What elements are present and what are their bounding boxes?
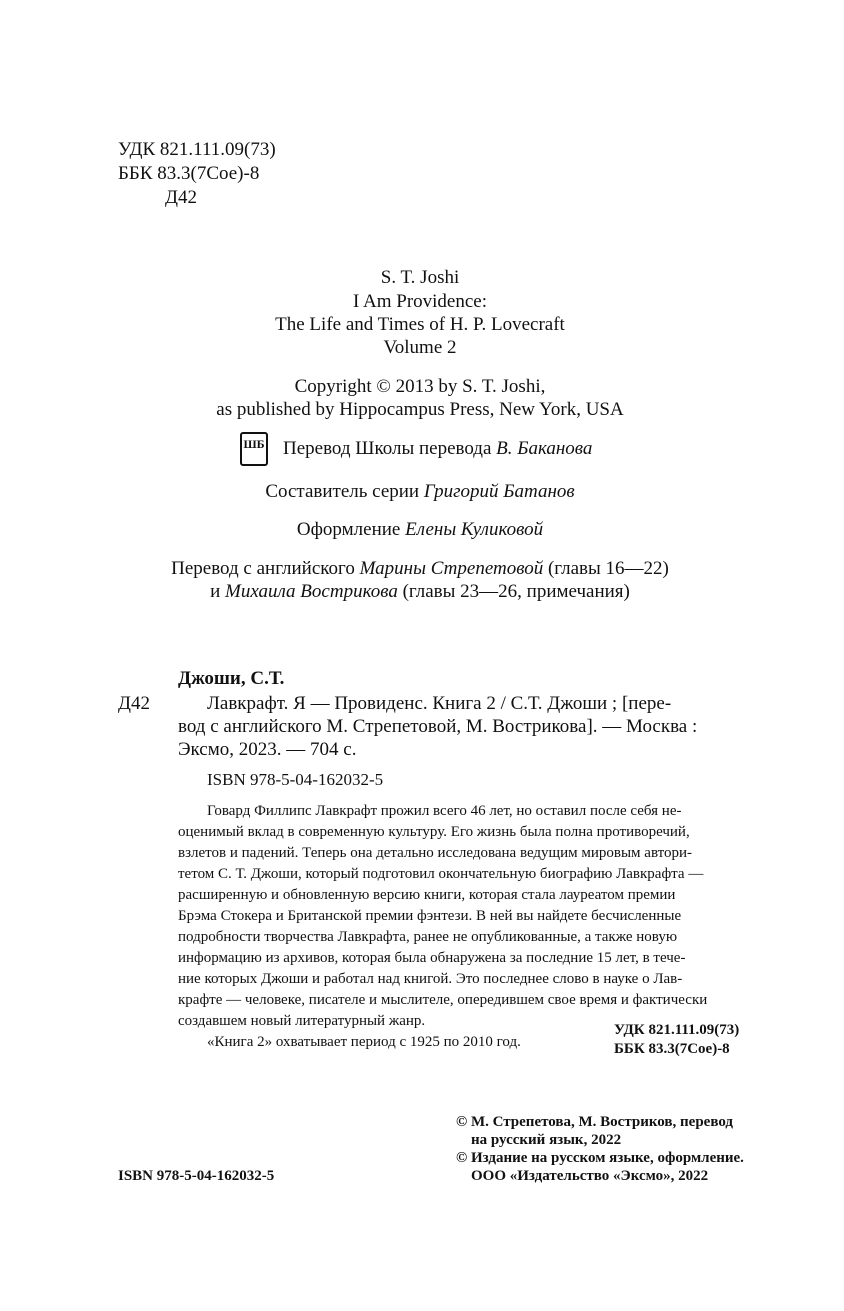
annotation-line: подробности творчества Лавкрафта, ранее не опубликованные, а также новую bbox=[178, 929, 678, 945]
translation-line2 bbox=[60, 580, 780, 604]
catalog-mark: Д42 bbox=[118, 693, 150, 714]
annotation-line: создавшем новый литературный жанр. bbox=[178, 1013, 426, 1029]
footer-copyright1-line2: на русский язык, 2022 bbox=[471, 1132, 622, 1148]
catalog-heading: Джоши, С.Т. bbox=[178, 668, 285, 689]
original-title: I Am Providence: bbox=[352, 291, 488, 312]
school-logo-text: ШБ bbox=[243, 437, 265, 451]
design-credit bbox=[60, 518, 780, 542]
catalog-isbn: ISBN 978-5-04-162032-5 bbox=[207, 770, 384, 789]
footer-copyright2-line1: © Издание на русском языке, оформление. bbox=[456, 1150, 744, 1166]
series-prefix: Составитель серии bbox=[265, 481, 420, 502]
school-logo-icon bbox=[240, 432, 268, 466]
annotation bbox=[178, 801, 756, 1053]
annotation-line: информацию из архивов, которая была обнаружена за последние 15 лет, в тече- bbox=[178, 950, 686, 966]
annotation-line: оценимый вклад в современную культуру. Его жизнь была полна противоречий, bbox=[178, 824, 690, 840]
annotation-line: взлетов и падений. Теперь она детально исследована ведущим мировым автори- bbox=[178, 845, 693, 861]
translation-l2-name: Михаила Вострикова bbox=[225, 581, 398, 602]
series-name: Григорий Батанов bbox=[423, 481, 575, 502]
copyright-line1: Copyright © 2013 by S. T. Joshi, bbox=[294, 376, 546, 397]
design-name: Елены Куликовой bbox=[405, 519, 544, 540]
annotation-line: Говард Филлипс Лавкрафт прожил всего 46 лет, но оставил после себя не- bbox=[207, 803, 682, 819]
design-prefix: Оформление bbox=[296, 519, 401, 540]
annotation-period: «Книга 2» охватывает период с 1925 по 2010 год. bbox=[207, 1034, 521, 1050]
udk-code: УДК 821.111.09(73) bbox=[118, 139, 276, 160]
translation-l2-prefix: и bbox=[210, 581, 221, 602]
annotation-line: тетом С. Т. Джоши, который подготовил окончательную биографию Лавкрафта — bbox=[178, 866, 704, 882]
catalog-line3: Эксмо, 2023. — 704 с. bbox=[178, 739, 357, 760]
footer-copyright2-line2: ООО «Издательство «Эксмо», 2022 bbox=[471, 1168, 709, 1184]
bbk-code: ББК 83.3(7Сое)-8 bbox=[118, 163, 260, 184]
original-author: S. T. Joshi bbox=[380, 267, 460, 288]
udk-bold: УДК 821.111.09(73) bbox=[614, 1022, 740, 1038]
author-mark: Д42 bbox=[165, 187, 197, 208]
translation-l1-prefix: Перевод с английского bbox=[171, 558, 355, 579]
translation-l2-suffix: (главы 23—26, примечания) bbox=[402, 581, 630, 602]
annotation-line: расширенную и обновленную версию книги, которая стала лауреатом премии bbox=[178, 887, 676, 903]
original-volume: Volume 2 bbox=[383, 337, 457, 358]
copyright-line2: as published by Hippocampus Press, New York, USA bbox=[216, 399, 624, 420]
catalog-line1: Лавкрафт. Я — Провиденс. Книга 2 / С.Т. Джоши ; [пере- bbox=[207, 693, 672, 714]
school-credit-name: В. Баканова bbox=[496, 438, 593, 459]
footer-copyright1-line1: © М. Стрепетова, М. Востриков, перевод bbox=[456, 1114, 733, 1130]
footer-isbn: ISBN 978-5-04-162032-5 bbox=[118, 1168, 275, 1184]
annotation-line: крафте — человеке, писателе и мыслителе, опередившем свое время и фактически bbox=[178, 992, 708, 1008]
original-subtitle: The Life and Times of H. P. Lovecraft bbox=[275, 314, 565, 335]
translation-line1 bbox=[60, 557, 780, 581]
annotation-line: Брэма Стокера и Британской премии фэнтези. В ней вы найдете бесчисленные bbox=[178, 908, 682, 924]
school-credit-prefix: Перевод Школы перевода bbox=[283, 438, 492, 459]
bbk-bold: ББК 83.3(7Сое)-8 bbox=[614, 1041, 730, 1057]
series-compiler bbox=[60, 480, 780, 504]
school-credit bbox=[283, 437, 592, 461]
translation-l1-name: Марины Стрепетовой bbox=[359, 558, 544, 579]
translation-l1-suffix: (главы 16—22) bbox=[547, 558, 669, 579]
annotation-line: ние которых Джоши и работал над книгой. Это последнее слово в науке о Лав- bbox=[178, 971, 683, 987]
catalog-line2: вод с английского М. Стрепетовой, М. Вострикова]. — Москва : bbox=[178, 716, 698, 737]
